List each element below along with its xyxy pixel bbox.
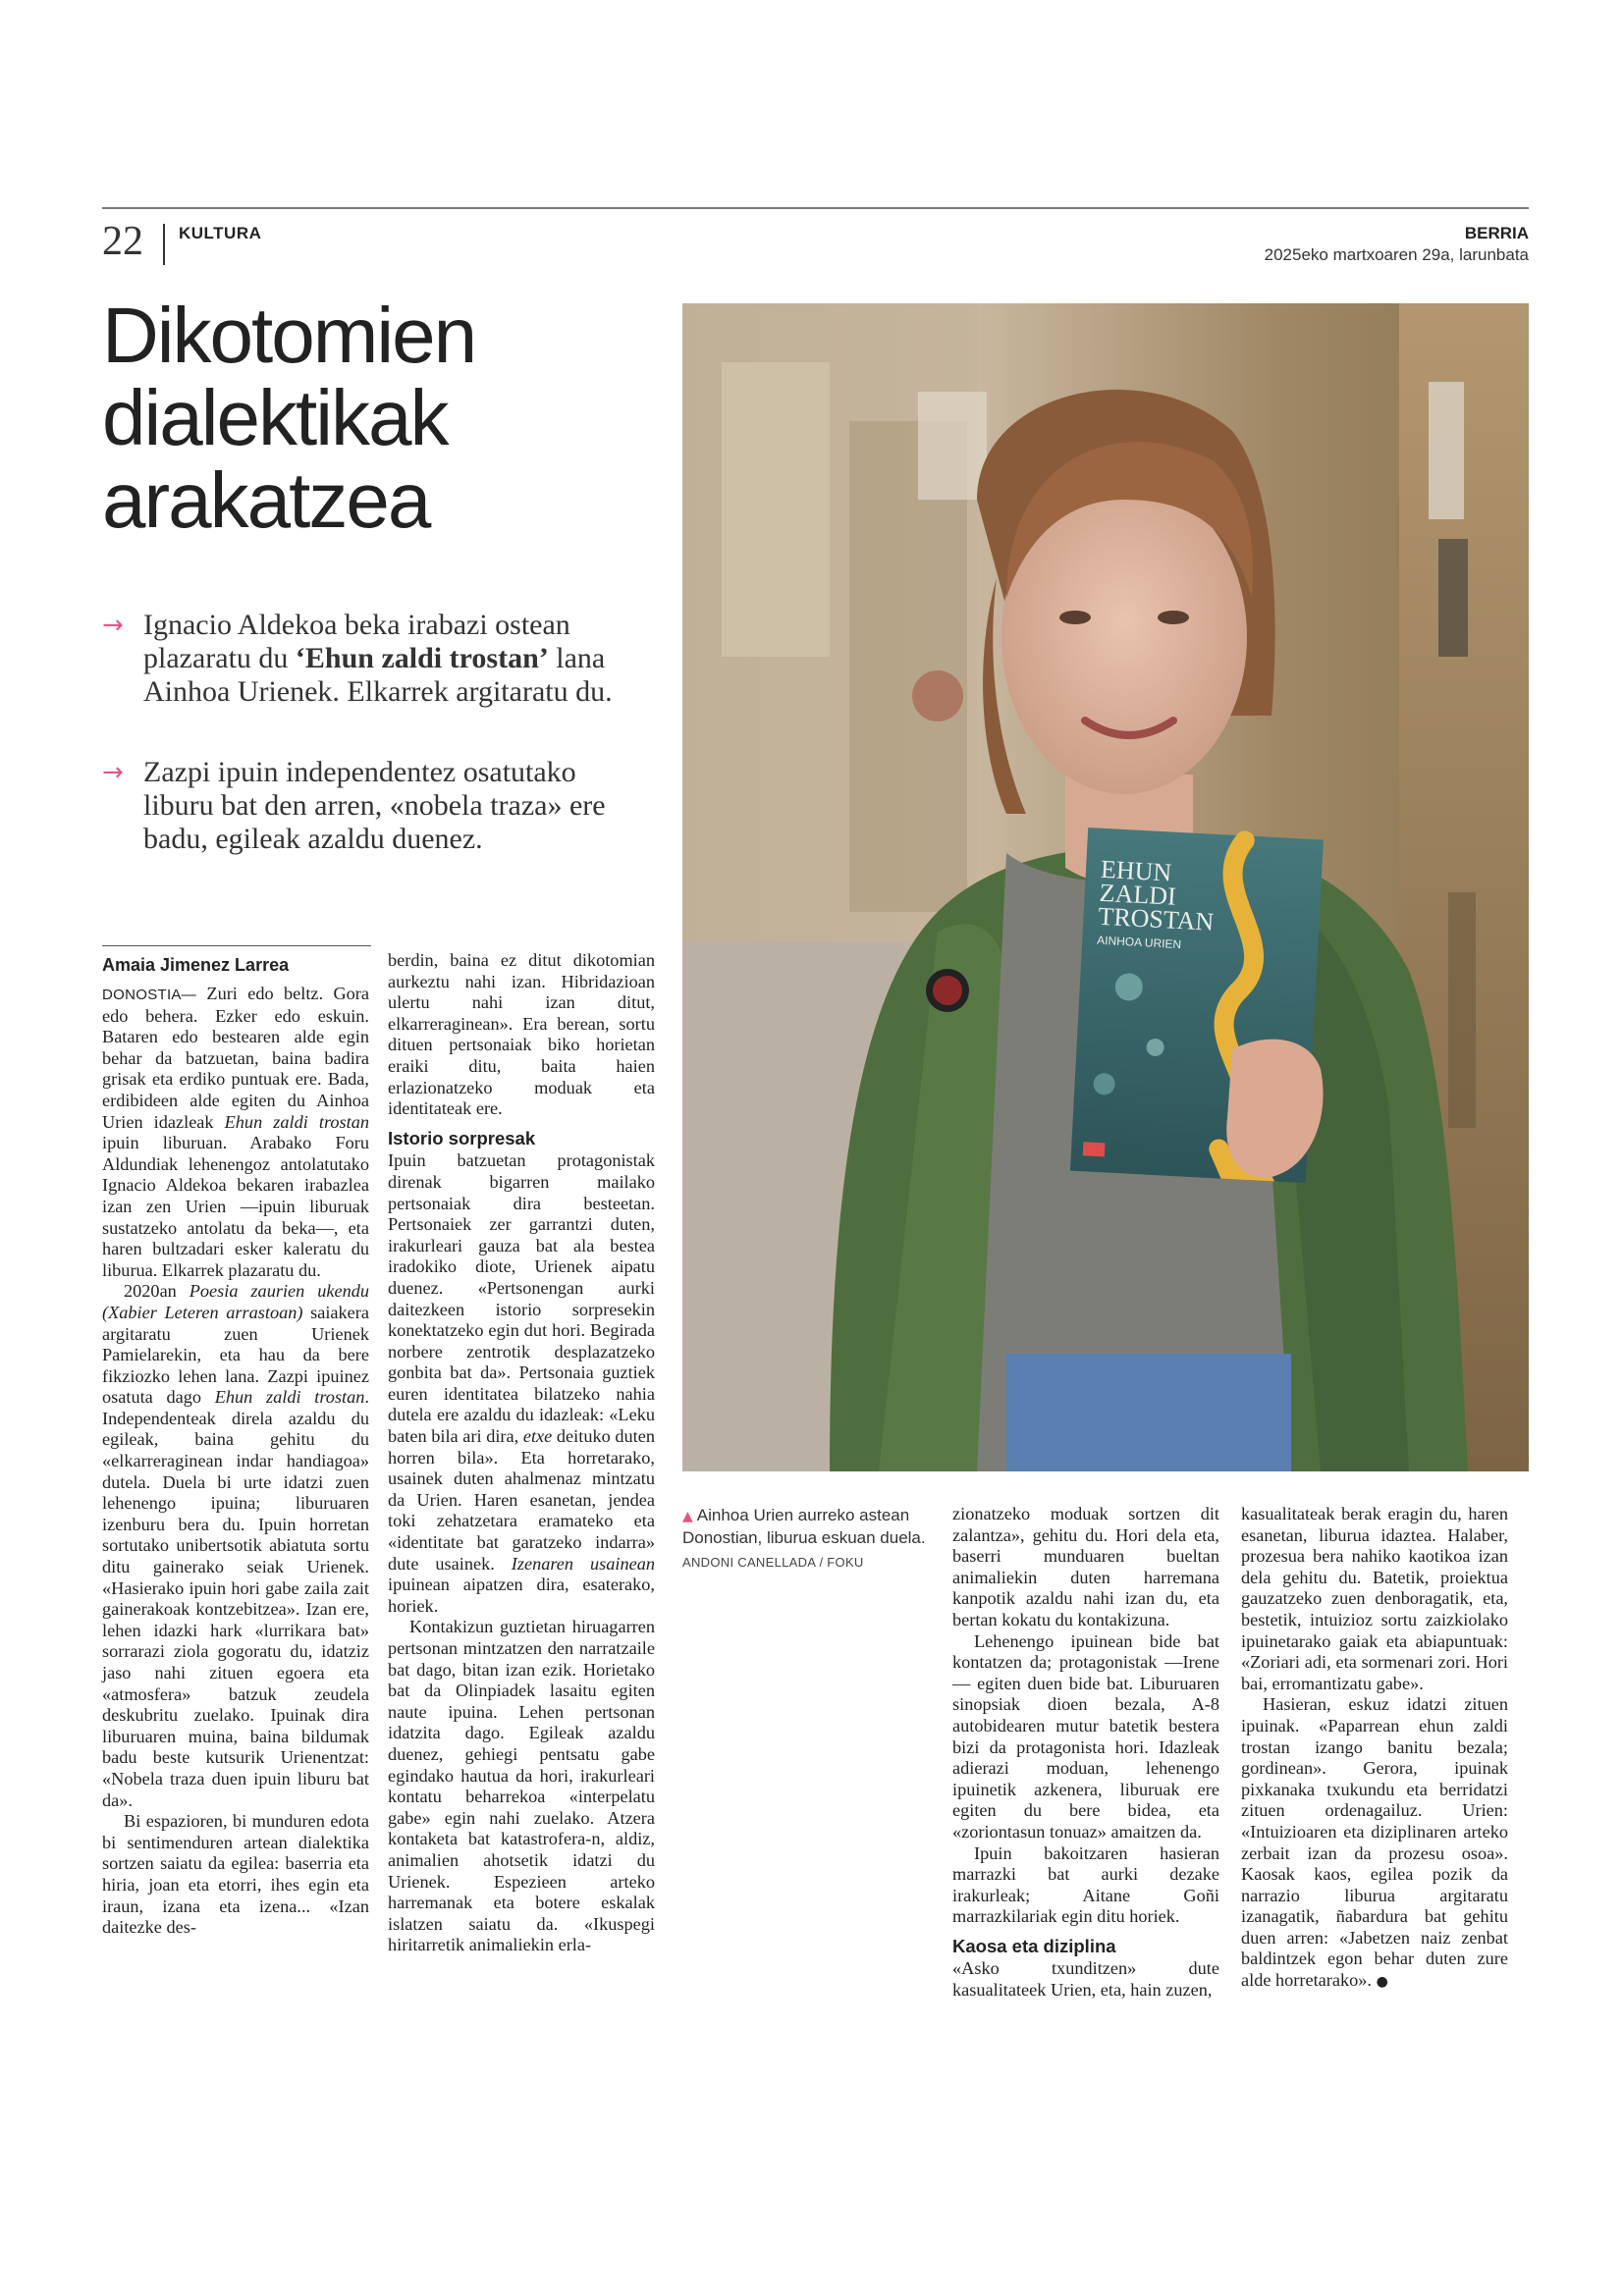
book-author: AINHOA URIEN: [1096, 933, 1182, 952]
paragraph: Kontakizun guztietan hiruagarren pertsonan mintzatzen den narratzaile bat dago, bitan izan ezik. Horietako bat da Olinpiadek lasaitu egiten naute ipuina. Lehen pertsonan idatzita dago. Egileak azaldu duenez, gehiegi pentsatu gabe egindako hautua da hori, irakurleari kontatu beharrekoa «interpelatu gabe» egin nahi zuelako. Atzera kontaketa bat katastrofera-n, aldiz, animalien ahotsetik idatzi du Urienek. Espezieen arteko harremanak eta botere eskalak islatzen saiatu da. «Ikuspegi hiritarretik animaliekin erla-: [388, 1617, 655, 1955]
photo-credit: ANDONI CANELLADA / FOKU: [682, 1555, 864, 1570]
paragraph: berdin, baina ez ditut dikotomian aurkeztu nahi izan. Hibridazioan ulertu nahi izan ditut, elkarreraginean». Era berean, sortu dituen pertsonaiak biko horietan eraiki ditu, baita haien erlazionatzeko moduak eta identitateak ere.: [388, 950, 655, 1119]
arrow-up-icon: ▲: [682, 1509, 693, 1524]
dateline: DONOSTIA—: [102, 987, 197, 1003]
byline-rule: [102, 945, 371, 946]
highlight-text: Ignacio Aldekoa beka irabazi ostean plazaratu du ‘Ehun zaldi trostan’ lana Ainhoa Urienek. Elkarrek argitaratu du.: [143, 609, 613, 708]
paragraph: kasualitateak berak eragin du, haren esanetan, liburua idaztea. Halaber, prozesua bera nahiko kaotikoa izan dela gehitu du. Batetik, proiektua gauzatzeko zuen denboragatik, eta, bestetik, intuizioz sortu zaizkiolako ipuinetarako gaiak eta abiapuntuak: «Zoriari adi, eta sormenari zori. Hori bai, erromantizatu gabe».: [1241, 1504, 1508, 1693]
page-number: 22: [102, 219, 143, 264]
paragraph: 2020an Poesia zaurien ukendu (Xabier Leteren arrastoan) saiakera argitaratu zuen Urienek Pamielarekin, eta hau da bere fikziozko lehen lana. Zazpi ipuinez osatuta dago Ehun zaldi trostan. Independenteak direla azaldu du egileak, baina gehitu du «elkarreraginean indar handiagoa» dutela. Duela bi urte idatzi zuen lehenengo ipuina; liburuaren izenburu bera du. Ipuin horretan sortutako unibertsotik abiatuta sortu ditu gainerako seiak Urienek. «Hasierako ipuin hori gabe zaila zait gainerakoak kontzebitzea». Izan ere, lehen idazki hark «lurrikara bat» sorrarazi ziola gogoratu du, idatziz jaso nahi zituen egoera eta «atmosfera» batzuk zeudela deskubritu zuelako. Ipuinak dira liburuaren muina, baina bildumak badu beste kutsurik Urienentzat: «Nobela traza duen ipuin liburu bat da».: [102, 1281, 369, 1810]
subheading: Istorio sorpresak: [388, 1127, 536, 1148]
paragraph: Lehenengo ipuinean bide bat kontatzen da; protagonistak —Irene— egiten duen bide bat. Liburuaren sinopsiak dioen bezala, A-8 autobidearen mutur batetik bestera bizi da protagonista hori. Idazleak adierazi moduan, lehenengo ipuinetik azkenera, liburuak ere egiten du bere bidea, eta «zoriontasun tonuaz» amaitzen da.: [952, 1630, 1219, 1842]
paragraph: zionatzeko moduak sortzen dit zalantza», gehitu du. Hori dela eta, baserri munduaren bueltan animaliekin duten harremana kanpotik azaldu nahi izan du, eta bertan kokatu du kontakizuna.: [952, 1504, 1219, 1629]
book-title-line: TROSTAN: [1097, 901, 1215, 936]
newspaper-brand: BERRIA: [1464, 224, 1529, 242]
article-headline: Dikotomien dialektikak arakatzea: [102, 292, 476, 544]
section-label: KULTURA: [179, 224, 262, 242]
paragraph: Ipuin batzuetan protagonistak direnak bigarren mailako pertsonaiak dira besteetan. Pertsonaiek zer garrantzi duten, irakurleari gauza bat ala bestea iradokiko diote, Urienek aipatu duenez. «Pertsonengan aurki daitezkeen istorio sorpresekin konektatzeko egin dut hori. Begirada norbere zentrotik desplazatzeko gonbita bat da». Pertsonaia guztiek euren identitatea bilatzeko nahia dutela ere azaldu du idazleak: «Leku baten bila ari dira, etxe deituko duten horren bila». Eta horretarako, usainek duten ahalmenaz mintzatu da Urien. Haren esanetan, jendea toki zehatzetara eramateko eta «identitate bat garatzeko indarra» dute usainek. Izenaren usainean ipuinean aipatzen dira, esaterako, horiek.: [388, 1150, 655, 1616]
header-rule: [102, 207, 1529, 209]
publication-date: 2025eko martxoaren 29a, larunbata: [1264, 245, 1529, 264]
paragraph: DONOSTIA— Zuri edo beltz. Gora edo behera. Ezker edo eskuin. Bataren edo bestearen alde egin behar da batzuetan, baina badira grisak eta erdiko puntuak ere. Bada, erdibideen alde egiten du Ainhoa Urien idazleak Ehun zaldi trostan ipuin liburuan. Arabako Foru Aldundiak lehenengoz antolatutako Ignacio Aldekoa bekaren irabazlea izan zen Urien —ipuin liburuak sustatzeko antolatu da beka—, eta haren bultzadari esker kaleratu du liburua. Elkarrek plazaratu du.: [102, 984, 369, 1280]
article-column-3: [952, 1504, 1219, 2002]
end-mark-icon: ●: [1376, 1974, 1388, 1991]
header-divider: [163, 224, 165, 265]
highlight-item: [102, 609, 652, 709]
article-column-1: [102, 984, 369, 1939]
article-column-2: [388, 950, 655, 1956]
article-photo: [682, 303, 1529, 1471]
highlight-text: Zazpi ipuin independentez osatutako liburu bat den arren, «nobela traza» ere badu, egileak azaldu duenez.: [143, 756, 606, 855]
article-column-4: [1241, 1504, 1508, 1994]
photo-caption: [682, 1505, 928, 1573]
caption-text: Ainhoa Urien aurreko astean Donostian, liburua eskuan duela.: [682, 1506, 926, 1547]
arrow-right-icon: →: [102, 611, 124, 640]
paragraph: Hasieran, eskuz idatzi zituen ipuinak. «Paparrean ehun zaldi trostan izango banitu bezala; gordinean». Gerora, ipuinak pixkanaka txukundu eta berridatzi zituen ordenagailuz. Urien: «Intuizioaren eta diziplinaren arteko zerbait izan da prozesu osoa». Kaosak kaos, egilea pozik da narrazio liburua argitaratu izanagatik, ñabardura bat gehitu duen arren: «Jabetzen naiz zenbat baldintzek egon behar duten zure alde horretarako». ●: [1241, 1694, 1508, 1991]
byline: Amaia Jimenez Larrea: [102, 955, 290, 975]
paragraph: «Asko txunditzen» dute kasualitateek Urien, eta, hain zuzen,: [952, 1958, 1219, 2001]
arrow-right-icon: →: [102, 758, 124, 787]
paragraph: Ipuin bakoitzaren hasieran marrazki bat aurki dezake irakurleak; Aitane Goñi marrazkilariak egin ditu horiek.: [952, 1842, 1219, 1927]
book-title-line: EHUN: [1100, 854, 1172, 887]
paragraph: Bi espazioren, bi munduren edota bi sentimenduren artean dialektika sortzen saiatu da egilea: baserria eta hiria, joan eta etorri, ihes egin eta iraun, izana eta izena... «Izan daitezke des-: [102, 1811, 369, 1938]
book-title-line: ZALDI: [1099, 878, 1177, 911]
subheading: Kaosa eta diziplina: [952, 1935, 1116, 1956]
highlight-item: [102, 756, 652, 856]
